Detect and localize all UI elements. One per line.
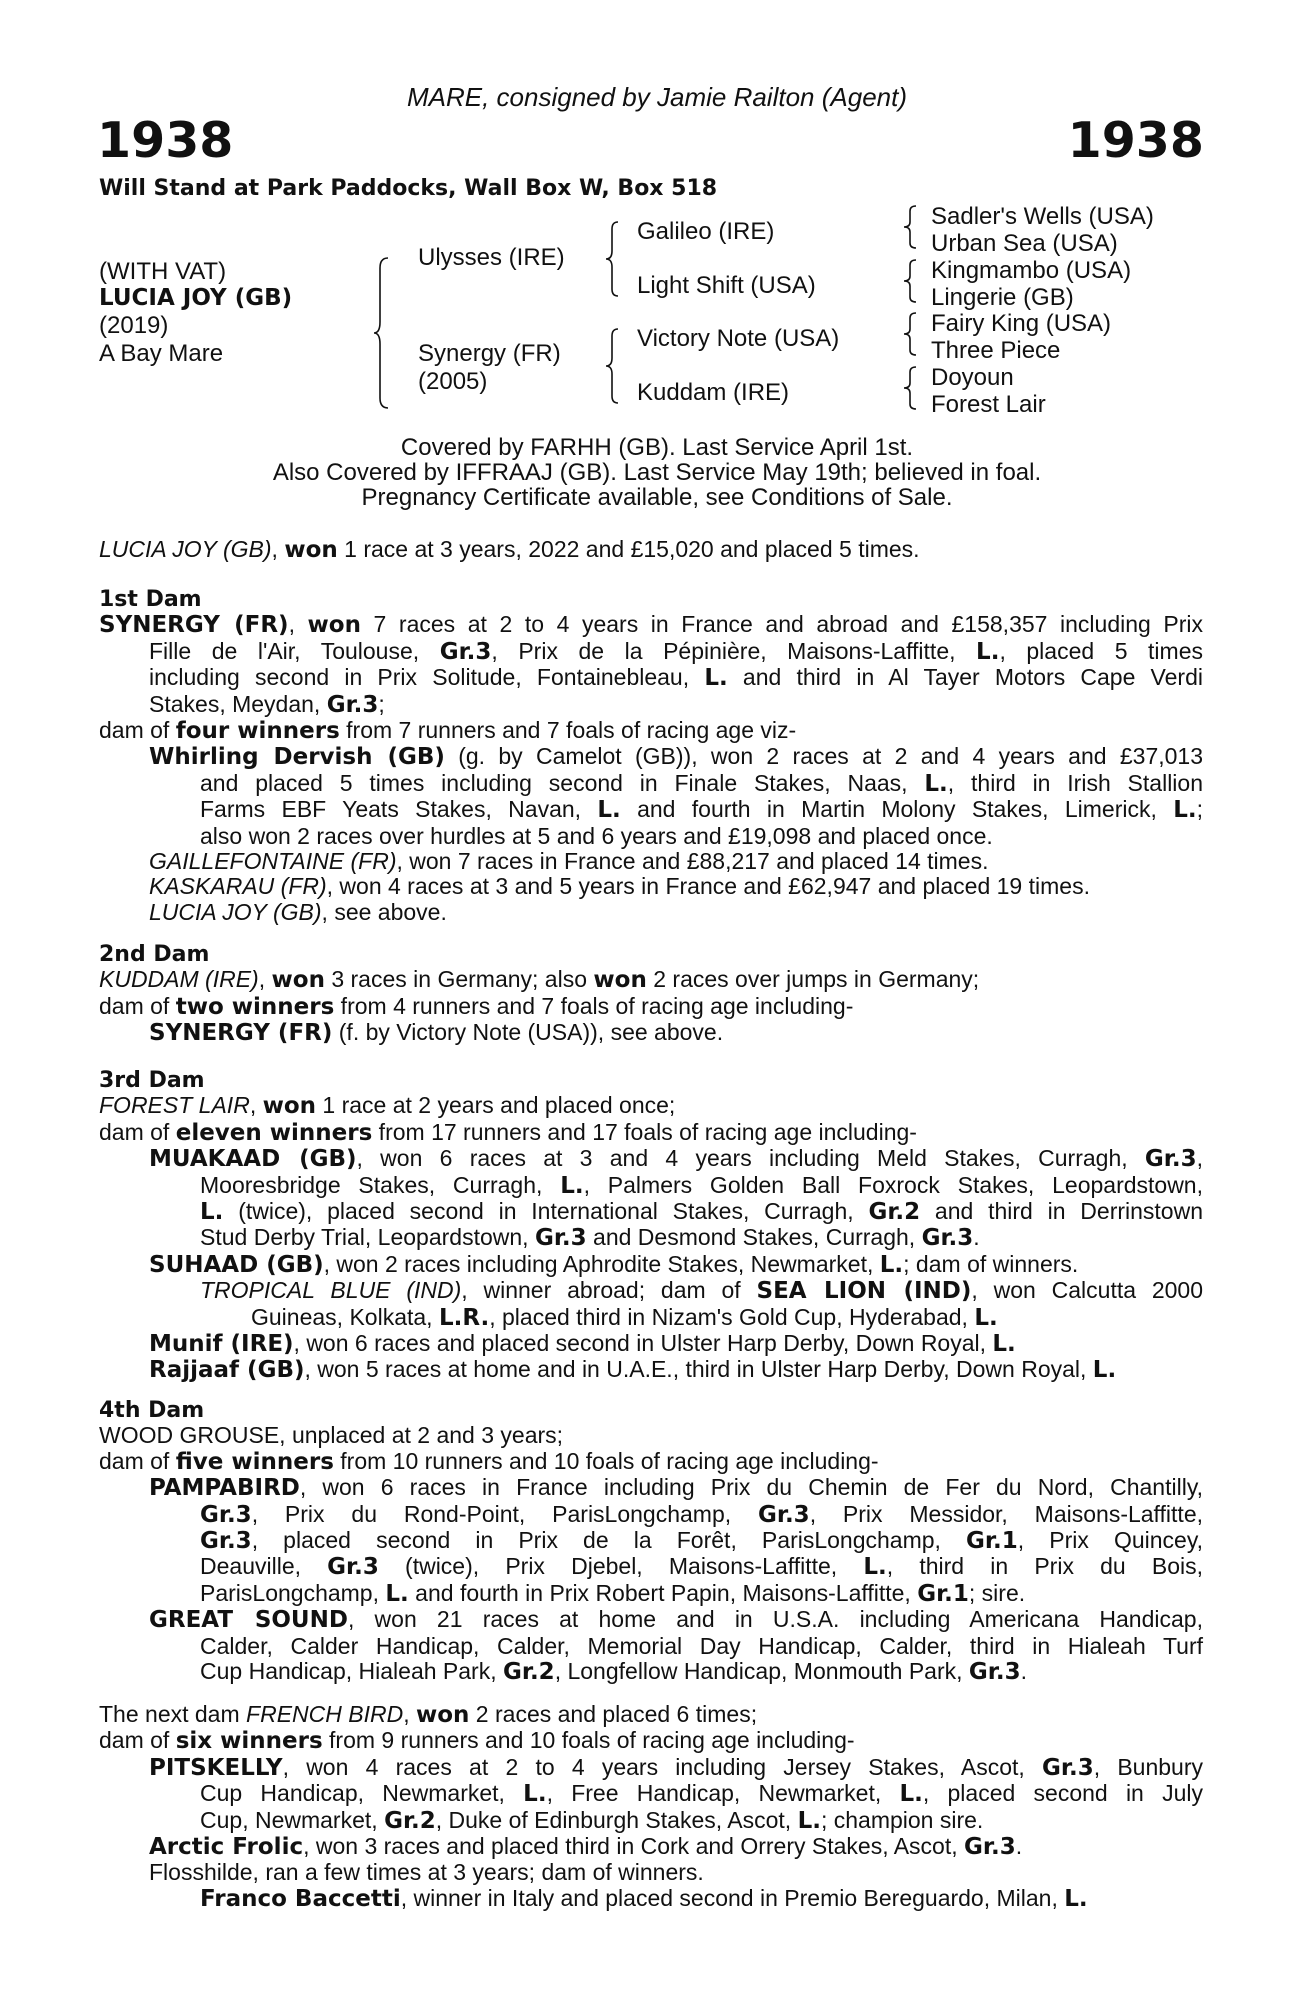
won-word: won — [593, 967, 647, 994]
record-text: ParisLongchamp, — [200, 1579, 386, 1606]
grade-label: Gr.3 — [200, 1501, 252, 1528]
record-text: , won 2 races including Aphrodite Stakes, Newmarket, — [323, 1250, 880, 1277]
won-word: won — [271, 967, 325, 994]
record-text: . — [973, 1224, 980, 1251]
record-text: , won 6 races in France including Prix du Chemin de Fer du Nord, Chantilly, — [299, 1474, 1203, 1501]
stand-location: Will Stand at Park Paddocks, Wall Box W, Box 518 — [99, 176, 718, 201]
gen2-2: Light Shift (USA) — [637, 272, 816, 299]
grade-label: Gr.3 — [921, 1225, 974, 1252]
record-text: dam of — [99, 1447, 176, 1474]
record-text: ; dam of winners. — [903, 1250, 1079, 1277]
record-text: Cup Handicap, Newmarket, — [200, 1780, 524, 1807]
vat-note: (WITH VAT) — [99, 258, 227, 285]
record-text: , placed 5 times — [999, 637, 1203, 664]
offspring-name: Arctic Frolic — [149, 1834, 304, 1861]
record-text: , won 5 races at home and in U.A.E., third in Ulster Harp Derby, Down Royal, — [304, 1356, 1093, 1383]
record-text: 2 races over jumps in Germany; — [646, 966, 980, 993]
fourth-dam-heading: 4th Dam — [99, 1398, 205, 1423]
listed-label: L. — [899, 1781, 923, 1808]
listed-label: L. — [597, 797, 621, 824]
gen3-5: Fairy King (USA) — [931, 310, 1112, 337]
fourth-dam-record: WOOD GROUSE, unplaced at 2 and 3 years; — [99, 1422, 564, 1449]
record-text: , placed third in Nizam's Gold Cup, Hyderabad, — [489, 1303, 975, 1330]
offspring-name: Franco Baccetti — [200, 1885, 401, 1912]
sire-name: Ulysses (IRE) — [418, 244, 565, 271]
record-text: , won 6 races and placed second in Ulster Harp Derby, Down Royal, — [293, 1330, 993, 1357]
record-text: also won 2 races over hurdles at 5 and 6 years and £19,098 and placed once. — [200, 822, 993, 849]
record-text: Deauville, — [200, 1553, 328, 1580]
listed-label: L. — [992, 1331, 1016, 1358]
gen3-1: Sadler's Wells (USA) — [931, 203, 1154, 230]
won-word: won — [262, 1093, 317, 1120]
listed-label: L. — [797, 1807, 821, 1834]
offspring-name: Munif (IRE) — [149, 1331, 294, 1358]
covering-line-3: Pregnancy Certificate available, see Conditions of Sale. — [361, 484, 953, 511]
record-text: ; sire. — [968, 1579, 1026, 1606]
gen3-brace-4 — [902, 365, 920, 411]
record-text: , won 3 races and placed third in Cork and Orrery Stakes, Ascot, — [303, 1833, 965, 1860]
summary-text: 1 race at 3 years, 2022 and £15,020 and placed 5 times. — [337, 536, 920, 562]
gen3-2: Urban Sea (USA) — [931, 230, 1118, 257]
record-text: 2 races and placed 6 times; — [469, 1701, 758, 1727]
listed-label: L.R. — [438, 1304, 490, 1331]
gen2-3: Victory Note (USA) — [637, 325, 840, 352]
record-text: (f. by Victory Note (USA)), see above. — [332, 1019, 724, 1046]
dam-name: Synergy (FR) — [418, 340, 561, 367]
offspring-name: Whirling Dervish (GB) — [149, 744, 445, 771]
sire-dam-brace — [372, 256, 392, 410]
record-text: 7 races at 2 to 4 years in France and abroad and £158,357 including Prix — [360, 611, 1203, 638]
record-text: , — [1196, 1145, 1203, 1172]
record-text: , third in Irish Stallion — [947, 769, 1203, 796]
record-text: . — [1020, 1658, 1027, 1685]
record-text: , Palmers Golden Ball Foxrock Stakes, Leopardstown, — [583, 1171, 1203, 1198]
grade-label: Gr.3 — [964, 1834, 1016, 1861]
record-text: ; — [378, 690, 385, 717]
record-text: , see above. — [321, 898, 447, 925]
record-text: Farms EBF Yeats Stakes, Navan, — [200, 796, 598, 823]
record-text: dam of — [99, 992, 176, 1019]
grade-label: Gr.3 — [1144, 1146, 1197, 1173]
winners-count: two winners — [175, 993, 335, 1020]
listed-label: L. — [1092, 1357, 1117, 1384]
listed-label: L. — [974, 1304, 998, 1331]
summary-horse-name: LUCIA JOY (GB) — [99, 536, 272, 562]
won-word: won — [307, 612, 361, 639]
record-text: dam of — [99, 717, 176, 744]
horse-description: A Bay Mare — [99, 340, 224, 367]
record-text: , third in Prix du Bois, — [886, 1553, 1204, 1580]
grade-label: Gr.3 — [968, 1659, 1021, 1686]
next-dam-name: FRENCH BIRD — [246, 1701, 404, 1727]
record-text: 3 races in Germany; also — [324, 966, 594, 993]
record-text: , won 4 races at 3 and 5 years in France and £62,947 and placed 19 times. — [326, 873, 1090, 900]
record-text: from 17 runners and 17 foals of racing age including- — [372, 1118, 917, 1145]
record-text: from 9 runners and 10 foals of racing age including- — [322, 1727, 855, 1754]
summary-won: won — [284, 537, 338, 563]
offspring-name: PAMPABIRD — [149, 1475, 300, 1502]
won-word: won — [415, 1702, 470, 1728]
gen3-brace-3 — [902, 311, 920, 357]
record-text: Stud Derby Trial, Leopardstown, — [200, 1224, 535, 1251]
record-text: , won 7 races in France and £88,217 and placed 14 times. — [396, 848, 989, 875]
winners-count: four winners — [175, 718, 340, 745]
listed-label: L. — [1173, 797, 1197, 824]
gen3-8: Forest Lair — [931, 391, 1046, 418]
listed-label: L. — [385, 1580, 409, 1607]
gen2-1: Galileo (IRE) — [637, 218, 775, 245]
third-dam-name: FOREST LAIR — [99, 1092, 250, 1119]
gen3-3: Kingmambo (USA) — [931, 257, 1132, 284]
covering-note — [0, 435, 1314, 510]
record-text: from 7 runners and 7 foals of racing age viz- — [339, 717, 797, 744]
offspring-name: SEA LION (IND) — [756, 1278, 972, 1305]
punct: , — [258, 966, 272, 993]
grade-label: Gr.1 — [966, 1528, 1018, 1555]
record-text: , won Calcutta 2000 — [971, 1277, 1204, 1304]
record-text: and third in Al Tayer Motors Cape Verdi — [727, 664, 1203, 691]
grade-label: Gr.3 — [534, 1225, 587, 1252]
record-text: , winner abroad; dam of — [461, 1277, 757, 1304]
grade-label: Gr.3 — [758, 1501, 810, 1528]
next-dam-section — [99, 1702, 1203, 1912]
offspring-name: SUHAAD (GB) — [149, 1251, 324, 1278]
listed-label: L. — [879, 1251, 904, 1278]
lot-number-right: 1938 — [1067, 112, 1204, 169]
record-text: Calder, Calder Handicap, Calder, Memorial Day Handicap, Calder, third in Hialeah Turf — [200, 1632, 1203, 1659]
offspring-name: TROPICAL BLUE (IND) — [200, 1277, 462, 1304]
listed-label: L. — [560, 1172, 584, 1199]
record-text: (twice), Prix Djebel, Maisons-Laffitte, — [378, 1553, 864, 1580]
record-text: and Desmond Stakes, Curragh, — [586, 1224, 922, 1251]
horse-name: LUCIA JOY (GB) — [99, 285, 293, 311]
punct: , — [403, 1701, 416, 1727]
record-text: The next dam — [99, 1701, 247, 1727]
record-text: Mooresbridge Stakes, Curragh, — [200, 1171, 561, 1198]
record-text: , Free Handicap, Newmarket, — [546, 1780, 900, 1807]
offspring-name: GREAT SOUND — [149, 1607, 348, 1634]
record-text: , Prix du Rond-Point, ParisLongchamp, — [251, 1500, 758, 1527]
record-text: , winner in Italy and placed second in Premio Bereguardo, Milan, — [400, 1884, 1065, 1911]
record-text: Fille de l'Air, Toulouse, — [149, 637, 440, 664]
record-text: dam of — [99, 1727, 176, 1754]
fourth-dam-section — [99, 1398, 1203, 1685]
winners-count: six winners — [175, 1728, 323, 1755]
third-dam-heading: 3rd Dam — [99, 1068, 205, 1093]
grade-label: Gr.3 — [439, 638, 492, 665]
record-text: and third in Derrinstown — [920, 1198, 1203, 1225]
listed-label: L. — [200, 1199, 224, 1226]
record-text: (twice), placed second in International Stakes, Curragh, — [223, 1198, 869, 1225]
record-text: ; — [1196, 796, 1203, 823]
grade-label: Gr.3 — [327, 1554, 379, 1581]
grade-label: Gr.2 — [384, 1807, 436, 1834]
first-dam-heading: 1st Dam — [99, 587, 202, 612]
consignment-line: MARE, consigned by Jamie Railton (Agent) — [406, 82, 907, 112]
offspring-name: KASKARAU (FR) — [149, 873, 327, 900]
winners-count: eleven winners — [175, 1119, 373, 1146]
offspring-name: SYNERGY (FR) — [149, 1020, 333, 1047]
gen3-brace-1 — [902, 204, 920, 250]
record-text: , won 6 races at 3 and 4 years including Meld Stakes, Curragh, — [356, 1145, 1145, 1172]
record-text: 1 race at 2 years and placed once; — [316, 1092, 676, 1119]
gen3-6: Three Piece — [931, 337, 1061, 364]
record-text: . — [1015, 1833, 1023, 1860]
record-text: ; champion sire. — [820, 1806, 984, 1833]
second-dam-section — [99, 942, 1203, 1047]
sire-parents-brace — [604, 220, 622, 298]
gen3-7: Doyoun — [931, 364, 1014, 391]
offspring-record: Flosshilde, ran a few times at 3 years; dam of winners. — [149, 1859, 704, 1886]
race-summary: LUCIA JOY (GB), won 1 race at 3 years, 2022 and £15,020 and placed 5 times. — [99, 536, 920, 563]
record-text: , Longfellow Handicap, Monmouth Park, — [554, 1658, 969, 1685]
listed-label: L. — [523, 1781, 547, 1808]
offspring-name: Rajjaaf (GB) — [149, 1357, 305, 1384]
gen3-brace-2 — [902, 258, 920, 304]
record-text: from 10 runners and 10 foals of racing age including- — [333, 1447, 879, 1474]
record-text: , placed second in July — [922, 1780, 1203, 1807]
punct: , — [249, 1092, 263, 1119]
grade-label: Gr.1 — [917, 1580, 969, 1607]
record-text: , Prix Messidor, Maisons-Laffitte, — [809, 1500, 1203, 1527]
listed-label: L. — [976, 638, 1000, 665]
record-text: , won 21 races at home and in U.S.A. including Americana Handicap, — [347, 1606, 1203, 1633]
second-dam-name: KUDDAM (IRE) — [99, 966, 259, 993]
listed-label: L. — [863, 1554, 887, 1581]
grade-label: Gr.3 — [1042, 1754, 1094, 1781]
winners-count: five winners — [175, 1448, 334, 1475]
grade-label: Gr.3 — [326, 691, 379, 718]
dam-year: (2005) — [418, 368, 488, 395]
grade-label: Gr.3 — [200, 1528, 252, 1555]
record-text: Cup, Newmarket, — [200, 1806, 385, 1833]
record-text: , Duke of Edinburgh Stakes, Ascot, — [435, 1806, 798, 1833]
offspring-name: GAILLEFONTAINE (FR) — [149, 848, 397, 875]
punct: , — [288, 611, 308, 638]
offspring-name: LUCIA JOY (GB) — [149, 898, 322, 925]
listed-label: L. — [924, 770, 948, 797]
record-text: and fourth in Prix Robert Papin, Maisons-Laffitte, — [408, 1579, 918, 1606]
second-dam-heading: 2nd Dam — [99, 942, 210, 967]
lot-number-left: 1938 — [97, 112, 234, 169]
record-text: , Bunbury — [1093, 1753, 1203, 1780]
record-text: from 4 runners and 7 foals of racing age including- — [334, 992, 854, 1019]
record-text: and fourth in Martin Molony Stakes, Limerick, — [620, 796, 1174, 823]
record-text: and placed 5 times including second in Finale Stakes, Naas, — [200, 769, 925, 796]
grade-label: Gr.2 — [503, 1659, 555, 1686]
covering-line-1: Covered by FARHH (GB). Last Service April 1st. — [400, 434, 914, 461]
listed-label: L. — [1064, 1885, 1088, 1912]
third-dam-section — [99, 1068, 1203, 1384]
record-text: , Prix Quincey, — [1017, 1527, 1204, 1554]
offspring-name: MUAKAAD (GB) — [149, 1146, 357, 1173]
listed-label: L. — [704, 665, 728, 692]
record-text: , placed second in Prix de la Forêt, ParisLongchamp, — [251, 1527, 967, 1554]
record-text: Cup Handicap, Hialeah Park, — [200, 1658, 503, 1685]
first-dam-section — [99, 587, 1203, 925]
record-text: Stakes, Meydan, — [149, 690, 327, 717]
gen3-4: Lingerie (GB) — [931, 284, 1074, 311]
horse-year: (2019) — [99, 312, 169, 339]
record-text: Guineas, Kolkata, — [251, 1303, 439, 1330]
record-text: , won 4 races at 2 to 4 years including Jersey Stakes, Ascot, — [282, 1753, 1043, 1780]
grade-label: Gr.2 — [868, 1199, 921, 1226]
record-text: including second in Prix Solitude, Fontainebleau, — [149, 664, 705, 691]
gen2-4: Kuddam (IRE) — [637, 379, 790, 406]
record-text: , Prix de la Pépinière, Maisons-Laffitte, — [491, 637, 977, 664]
offspring-name: PITSKELLY — [149, 1754, 283, 1781]
record-text: (g. by Camelot (GB)), won 2 races at 2 and 4 years and £37,013 — [444, 743, 1204, 770]
first-dam-name: SYNERGY (FR) — [99, 612, 289, 639]
record-text: dam of — [99, 1118, 176, 1145]
dam-parents-brace — [604, 327, 622, 405]
covering-line-2: Also Covered by IFFRAAJ (GB). Last Service May 19th; believed in foal. — [272, 459, 1042, 486]
